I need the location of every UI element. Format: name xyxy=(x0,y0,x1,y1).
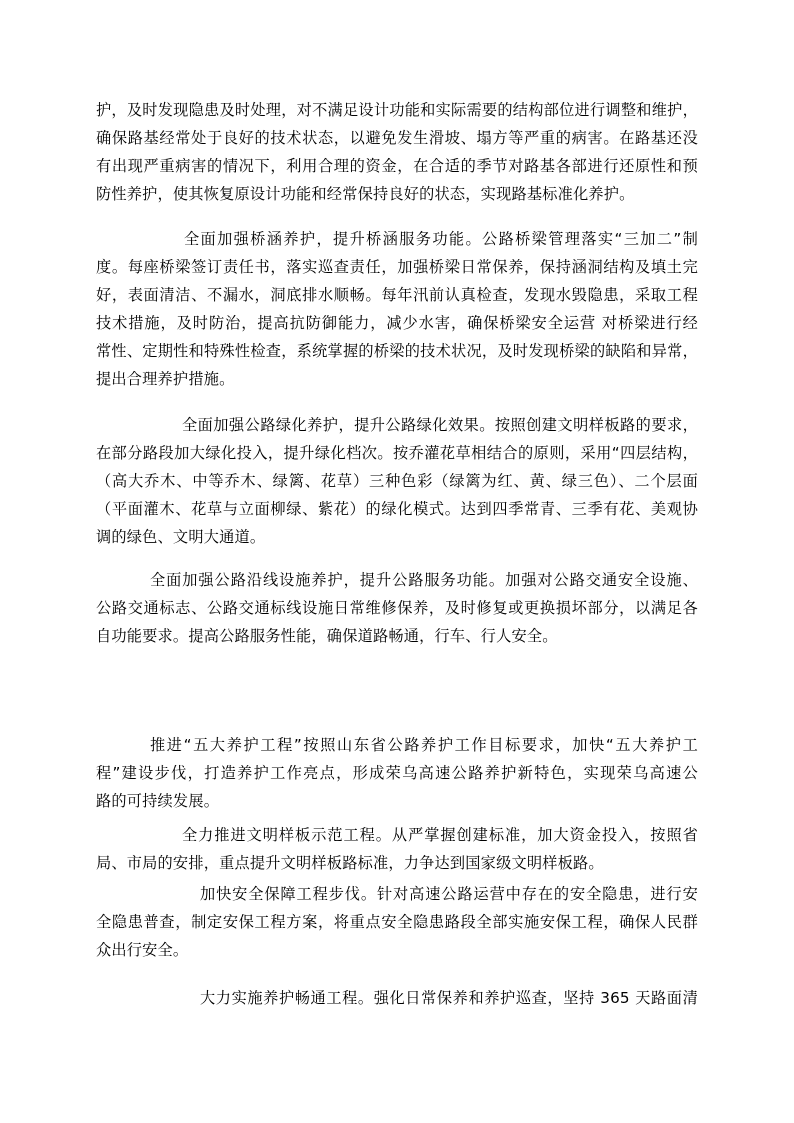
paragraph-five-projects xyxy=(96,731,698,815)
text-line: 技术措施，及时防治，提高抗防御能力，减少水害，确保桥梁安全运营 对桥梁进行经 xyxy=(96,314,698,332)
text-line: 公路交通标志、公路交通标线设施日常维修保养，及时修复或更换损坏部分，以满足各 xyxy=(96,599,698,617)
text-line: 全隐患普查，制定安保工程方案，将重点安全隐患路段全部实施安保工程，确保人民群 xyxy=(96,913,698,931)
text-line: 度。每座桥梁签订责任书，落实巡查责任，加强桥梁日常保养，保持涵洞结构及填土完 xyxy=(96,258,698,276)
paragraph-safety-project xyxy=(96,880,698,964)
text-line: 在部分路段加大绿化投入，提升绿化档次。按乔灌花草相结合的原则，采用“四层结构， xyxy=(96,444,698,462)
paragraph-model-road xyxy=(96,821,698,877)
text-line: 护，及时发现隐患及时处理，对不满足设计功能和实际需要的结构部位进行调整和维护， xyxy=(96,101,698,119)
text-line: （平面灌木、花草与立面柳绿、紫花）的绿化模式。达到四季常青、三季有花、美观协 xyxy=(96,500,698,518)
text-line: 提出合理养护措施。 xyxy=(96,370,235,388)
text-line: 调的绿色、文明大通道。 xyxy=(96,528,266,546)
text-line: 全面加强公路沿线设施养护，提升公路服务功能。加强对公路交通安全设施、 xyxy=(150,571,698,589)
text-line: 大力实施养护畅通工程。强化日常保养和养护巡查，坚持 365 天路面清 xyxy=(200,989,698,1007)
text-line: 确保路基经常处于良好的技术状态，以避免发生滑坡、塌方等严重的病害。在路基还没 xyxy=(96,129,698,147)
text-line: 众出行安全。 xyxy=(96,941,189,959)
text-line: 全面加强桥涵养护，提升桥涵服务功能。公路桥梁管理落实“三加二”制 xyxy=(184,230,698,248)
text-line: 常性、定期性和特殊性检查，系统掌握的桥梁的技术状况，及时发现桥梁的缺陷和异常， xyxy=(96,342,698,360)
text-line: 有出现严重病害的情况下，利用合理的资金，在合适的季节对路基各部进行还原性和预 xyxy=(96,157,698,175)
paragraph-greening-maintenance xyxy=(96,411,698,551)
text-line: 程”建设步伐，打造养护工作亮点，形成荣乌高速公路养护新特色，实现荣乌高速公 xyxy=(96,764,698,782)
paragraph-roadside-facilities xyxy=(96,566,698,650)
paragraph-smooth-traffic xyxy=(96,984,698,1012)
text-line: 加快安全保障工程步伐。针对高速公路运营中存在的安全隐患，进行安 xyxy=(200,885,698,903)
paragraph-bridge-maintenance xyxy=(96,225,698,393)
paragraph-subgrade-maintenance xyxy=(96,96,698,208)
text-line: 路的可持续发展。 xyxy=(96,792,220,810)
text-line: 全面加强公路绿化养护，提升公路绿化效果。按照创建文明样板路的要求， xyxy=(182,416,698,434)
text-line: 自功能要求。提高公路服务性能，确保道路畅通，行车、行人安全。 xyxy=(96,627,558,645)
text-line: （高大乔木、中等乔木、绿篱、花草）三种色彩（绿篱为红、黄、绿三色）、二个层面 xyxy=(96,472,698,490)
text-line: 防性养护，使其恢复原设计功能和经常保持良好的状态，实现路基标准化养护。 xyxy=(96,185,635,203)
text-line: 推进“五大养护工程”按照山东省公路养护工作目标要求，加快“五大养护工 xyxy=(150,736,698,754)
text-line: 局、市局的安排，重点提升文明样板路标准，力争达到国家级文明样板路。 xyxy=(96,854,604,872)
text-line: 好，表面清洁、不漏水，洞底排水顺畅。每年汛前认真检查，发现水毁隐患，采取工程 xyxy=(96,286,698,304)
text-line: 全力推进文明样板示范工程。从严掌握创建标准，加大资金投入，按照省 xyxy=(182,826,698,844)
